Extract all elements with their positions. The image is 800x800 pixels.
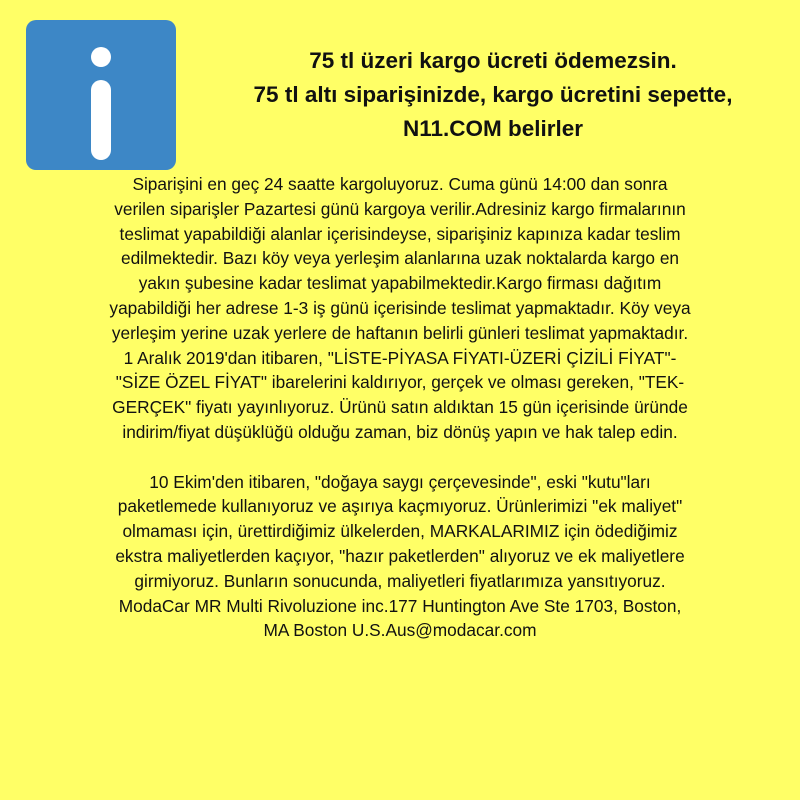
headline — [186, 44, 800, 146]
headline-line: 75 tl üzeri kargo ücreti ödemezsin. — [309, 48, 677, 73]
paragraph1-line: GERÇEK" fiyatı yayınlıyoruz. Ürünü satın aldıktan 15 gün içerisinde üründe — [112, 397, 688, 418]
paragraph1-line: indirim/fiyat düşüklüğü olduğu zaman, biz dönüş yapın ve hak talep edin. — [122, 421, 678, 442]
paragraph2-line: paketlemede kullanıyoruz ve aşırıya kaçmıyoruz. Ürünlerimizi "ek maliyet" — [117, 496, 683, 517]
paragraph1-line: yerleşim yerine uzak yerlere de haftanın belirli günleri teslimat yapmaktadır. — [111, 322, 689, 343]
headline-line: 75 tl altı siparişinizde, kargo ücretini sepette, — [253, 82, 733, 107]
paragraph2-line: MA Boston U.S.Aus@modacar.com — [263, 620, 537, 641]
paragraph-spacer — [0, 445, 800, 470]
info-icon-stem — [91, 80, 111, 160]
paragraph2-line: olmaması için, ürettirdiğimiz ülkelerden, MARKALARIMIZ için ödediğimiz — [122, 521, 678, 542]
paragraph2-line: girmiyoruz. Bunların sonucunda, maliyetleri fiyatlarımıza yansıtıyoruz. — [134, 570, 666, 591]
paragraph1-line: yakın şubesine kadar teslimat yapabilmektedir.Kargo firması dağıtım — [138, 273, 662, 294]
paragraph1-line: "SİZE ÖZEL FİYAT" ibarelerini kaldırıyor, gerçek ve olması gereken, "TEK- — [115, 372, 685, 393]
info-icon-dot — [91, 47, 111, 67]
paragraph2-line: 10 Ekim'den itibaren, "doğaya saygı çerçevesinde", eski "kutu"ları — [149, 471, 651, 492]
paragraph1-line: yapabildiği her adrese 1-3 iş günü içerisinde teslimat yapmaktadır. Köy veya — [109, 297, 691, 318]
body-text — [0, 172, 800, 643]
paragraph1-line: teslimat yapabildiği alanlar içerisindeyse, siparişiniz kapınıza kadar teslim — [119, 223, 681, 244]
headline-line: N11.COM belirler — [402, 116, 584, 141]
paragraph1-line: edilmektedir. Bazı köy veya yerleşim alanlarına uzak noktalarda kargo en — [120, 248, 680, 269]
info-icon — [26, 20, 176, 170]
paragraph2-line: ekstra maliyetlerden kaçıyor, "hazır paketlerden" alıyoruz ve ek maliyetlere — [115, 545, 685, 566]
paragraph1-line: Siparişini en geç 24 saatte kargoluyoruz. Cuma günü 14:00 dan sonra — [132, 174, 668, 194]
paragraph1-line: verilen siparişler Pazartesi günü kargoya verilir.Adresiniz kargo firmalarının — [114, 198, 686, 219]
paragraph1-line: 1 Aralık 2019'dan itibaren, "LİSTE-PİYASA FİYATI-ÜZERİ ÇİZİLİ FİYAT"- — [123, 347, 677, 368]
paragraph2-line: ModaCar MR Multi Rivoluzione inc.177 Huntington Ave Ste 1703, Boston, — [118, 595, 682, 616]
